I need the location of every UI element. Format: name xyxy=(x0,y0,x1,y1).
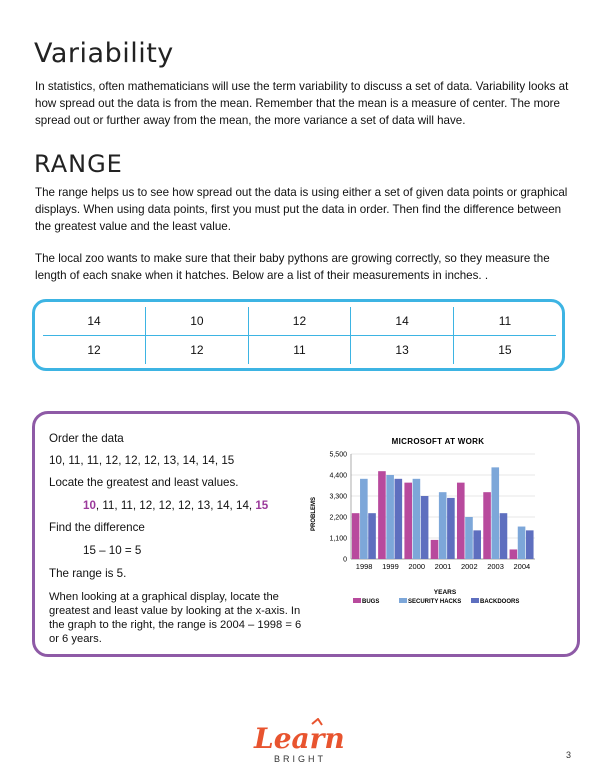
x-tick-label: 2002 xyxy=(460,562,478,571)
middle-values: , 11, 11, 12, 12, 12, 13, 14, 14, xyxy=(95,499,256,512)
legend-swatch xyxy=(471,598,479,603)
bar-chart xyxy=(303,434,543,614)
least-value: 10 xyxy=(83,499,96,512)
x-tick-label: 2000 xyxy=(408,562,426,571)
example-box xyxy=(32,411,580,657)
difference-calc: 15 – 10 = 5 xyxy=(83,544,142,557)
bar xyxy=(413,479,421,559)
bar xyxy=(421,496,429,559)
x-tick-label: 2001 xyxy=(434,562,452,571)
bar xyxy=(360,479,368,559)
y-tick-label: 5,500 xyxy=(329,451,347,459)
table-cell: 15 xyxy=(498,343,512,357)
bar xyxy=(352,513,360,559)
bar xyxy=(491,467,499,559)
x-tick-label: 2004 xyxy=(513,562,531,571)
bar xyxy=(439,492,447,559)
logo-sub: BRIGHT xyxy=(273,754,327,764)
chart-title: MICROSOFT AT WORK xyxy=(391,437,485,446)
x-tick-label: 2003 xyxy=(487,562,504,571)
legend-swatch xyxy=(353,598,361,603)
bar xyxy=(368,513,376,559)
graph-paragraph: When looking at a graphical display, locate the greatest and least value by looking at the x-axis. In the graph to the right, the range is 2004 – 1998 = 6 or 6 years. xyxy=(49,591,302,645)
y-tick-label: 1,100 xyxy=(329,535,347,543)
x-tick-label: 1999 xyxy=(382,562,399,571)
table-row xyxy=(43,336,556,365)
bar xyxy=(395,479,403,559)
greatest-value: 15 xyxy=(255,499,269,512)
zoo-paragraph: The local zoo wants to make sure that their baby pythons are growing correctly, so they measure the length of each snake when it hatches. Below are a list of their measurements in inches. . xyxy=(35,252,550,282)
bar xyxy=(386,475,394,559)
bar xyxy=(510,549,518,559)
bar xyxy=(526,530,534,559)
legend-label: BUGS xyxy=(362,599,380,605)
step-order-label: Order the data xyxy=(49,432,124,445)
range-title: RANGE xyxy=(34,150,123,178)
x-axis-label: YEARS xyxy=(433,589,457,596)
table-cell: 14 xyxy=(43,307,146,336)
highlighted-data xyxy=(83,499,268,512)
bar xyxy=(457,483,465,559)
legend-label: SECURITY HACKS xyxy=(408,599,462,605)
bar xyxy=(378,471,386,559)
bar xyxy=(518,527,526,559)
table-cell: 13 xyxy=(351,336,454,365)
variability-paragraph: In statistics, often mathematicians will use the term variability to discuss a set of data. Variability looks at how spread out the data is from the mean. Remember that the mean is a measure of center. The more spread out or further away from the mean, the more variance a set of data will have. xyxy=(35,80,569,127)
table-row xyxy=(43,307,556,336)
y-tick-label: 3,300 xyxy=(329,493,347,501)
y-tick-label: 2,200 xyxy=(329,514,347,522)
logo-word: Learn xyxy=(254,722,345,755)
table-cell: 11 xyxy=(453,307,556,336)
table-cell: 11 xyxy=(248,336,351,365)
table-cell: 12 xyxy=(43,336,146,365)
step-locate-label: Locate the greatest and least values. xyxy=(49,476,239,489)
table-cell: 14 xyxy=(351,307,454,336)
range-result: The range is 5. xyxy=(49,567,127,580)
table-cell: 12 xyxy=(248,307,351,336)
legend-label: BACKDOORS xyxy=(480,599,520,605)
variability-title: Variability xyxy=(34,38,174,69)
bar xyxy=(447,498,455,559)
step-difference-label: Find the difference xyxy=(49,521,145,534)
table-cell: 10 xyxy=(146,307,249,336)
page-number: 3 xyxy=(566,750,572,760)
y-tick-label: 4,400 xyxy=(329,472,347,480)
learn-bright-logo xyxy=(250,718,350,766)
legend-swatch xyxy=(399,598,407,603)
ordered-data: 10, 11, 11, 12, 12, 12, 13, 14, 14, 15 xyxy=(49,454,235,467)
y-axis-label: PROBLEMS xyxy=(311,496,317,532)
bar xyxy=(483,492,491,559)
x-tick-label: 1998 xyxy=(355,562,373,571)
measurements-box xyxy=(32,299,565,371)
bar xyxy=(473,530,481,559)
measurements-table xyxy=(43,307,556,364)
y-tick-label: 0 xyxy=(343,556,347,564)
bar xyxy=(465,517,473,559)
bar xyxy=(431,540,439,559)
bar xyxy=(500,513,508,559)
table-cell: 12 xyxy=(146,336,249,365)
bar xyxy=(404,483,412,559)
range-paragraph: The range helps us to see how spread out the data is using either a set of given data points or graphical displays. When using data points, first you must put the data in order. Then find the difference between the greatest value and the least value. xyxy=(35,186,568,233)
